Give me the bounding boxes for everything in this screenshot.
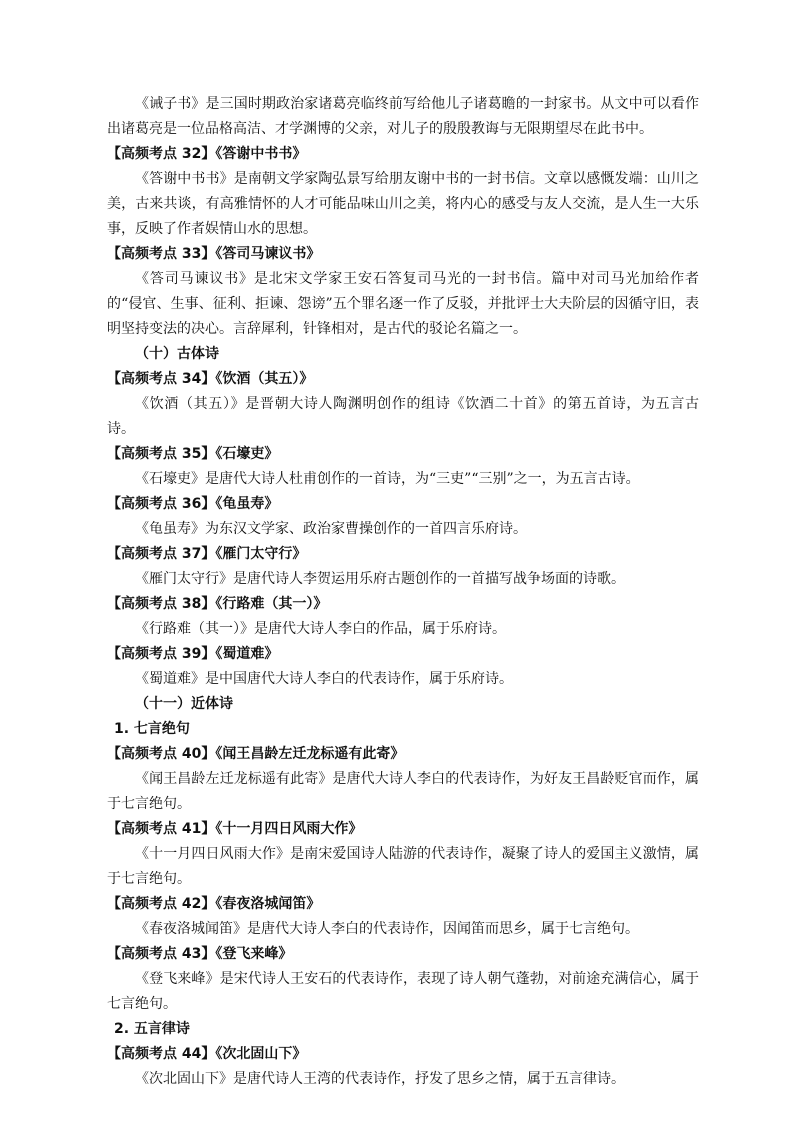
paragraph: 《登飞来峰》是宋代诗人王安石的代表诗作，表现了诗人朝气蓬勃，对前途充满信心，属于七言绝句。 xyxy=(107,971,699,1012)
key-point-heading: 【高频考点 37】《雁门太守行》 xyxy=(107,546,307,562)
key-point-heading: 【高频考点 35】《石壕吏》 xyxy=(107,446,279,462)
section-heading: （十）古体诗 xyxy=(135,346,219,362)
key-point-heading: 【高频考点 40】《闻王昌龄左迁龙标遥有此寄》 xyxy=(107,746,405,762)
key-point-heading: 【高频考点 39】《蜀道难》 xyxy=(107,646,279,662)
key-point-heading: 【高频考点 38】《行路难（其一）》 xyxy=(107,596,328,612)
paragraph: 《次北固山下》是唐代诗人王湾的代表诗作，抒发了思乡之情，属于五言律诗。 xyxy=(135,1071,625,1087)
paragraph: 《诫子书》是三国时期政治家诸葛亮临终前写给他儿子诸葛瞻的一封家书。从文中可以看作出诸葛亮是一位品格高洁、才学渊博的父亲，对儿子的殷殷教诲与无限期望尽在此书中。 xyxy=(107,96,699,137)
paragraph: 《龟虽寿》为东汉文学家、政治家曹操创作的一首四言乐府诗。 xyxy=(135,521,527,537)
subsection-heading: 1. 七言绝句 xyxy=(114,721,190,737)
document-page xyxy=(107,92,699,1092)
paragraph: 《石壕吏》是唐代大诗人杜甫创作的一首诗，为“三吏”“三别”之一，为五言古诗。 xyxy=(135,471,640,487)
paragraph: 《闻王昌龄左迁龙标遥有此寄》是唐代大诗人李白的代表诗作，为好友王昌龄贬官而作，属于七言绝句。 xyxy=(107,771,699,812)
key-point-heading: 【高频考点 44】《次北固山下》 xyxy=(107,1046,307,1062)
paragraph: 《答司马谏议书》是北宋文学家王安石答复司马光的一封书信。篇中对司马光加给作者的“侵官、生事、征利、拒谏、怨谤”五个罪名逐一作了反驳，并批评士大夫阶层的因循守旧，表明坚持变法的决心。言辞犀利，针锋相对，是古代的驳论名篇之一。 xyxy=(107,271,699,337)
paragraph: 《春夜洛城闻笛》是唐代大诗人李白的代表诗作，因闻笛而思乡，属于七言绝句。 xyxy=(135,921,639,937)
subsection-heading: 2. 五言律诗 xyxy=(114,1021,190,1037)
paragraph: 《饮酒（其五）》是晋朝大诗人陶渊明创作的组诗《饮酒二十首》的第五首诗，为五言古诗。 xyxy=(107,396,699,437)
paragraph: 《十一月四日风雨大作》是南宋爱国诗人陆游的代表诗作，凝聚了诗人的爱国主义激情，属于七言绝句。 xyxy=(107,846,699,887)
section-heading: （十一）近体诗 xyxy=(135,696,233,712)
paragraph: 《行路难（其一）》是唐代大诗人李白的作品，属于乐府诗。 xyxy=(135,621,506,637)
key-point-heading: 【高频考点 43】《登飞来峰》 xyxy=(107,946,293,962)
paragraph: 《答谢中书书》是南朝文学家陶弘景写给朋友谢中书的一封书信。文章以感慨发端：山川之美，古来共谈，有高雅情怀的人才可能品味山川之美，将内心的感受与友人交流，是人生一大乐事，反映了作者娱情山水的思想。 xyxy=(107,171,699,237)
key-point-heading: 【高频考点 41】《十一月四日风雨大作》 xyxy=(107,821,363,837)
key-point-heading: 【高频考点 33】《答司马谏议书》 xyxy=(107,246,321,262)
paragraph: 《蜀道难》是中国唐代大诗人李白的代表诗作，属于乐府诗。 xyxy=(135,671,513,687)
key-point-heading: 【高频考点 32】《答谢中书书》 xyxy=(107,146,307,162)
key-point-heading: 【高频考点 42】《春夜洛城闻笛》 xyxy=(107,896,321,912)
key-point-heading: 【高频考点 36】《龟虽寿》 xyxy=(107,496,279,512)
key-point-heading: 【高频考点 34】《饮酒（其五）》 xyxy=(107,371,314,387)
paragraph: 《雁门太守行》是唐代诗人李贺运用乐府古题创作的一首描写战争场面的诗歌。 xyxy=(135,571,625,587)
